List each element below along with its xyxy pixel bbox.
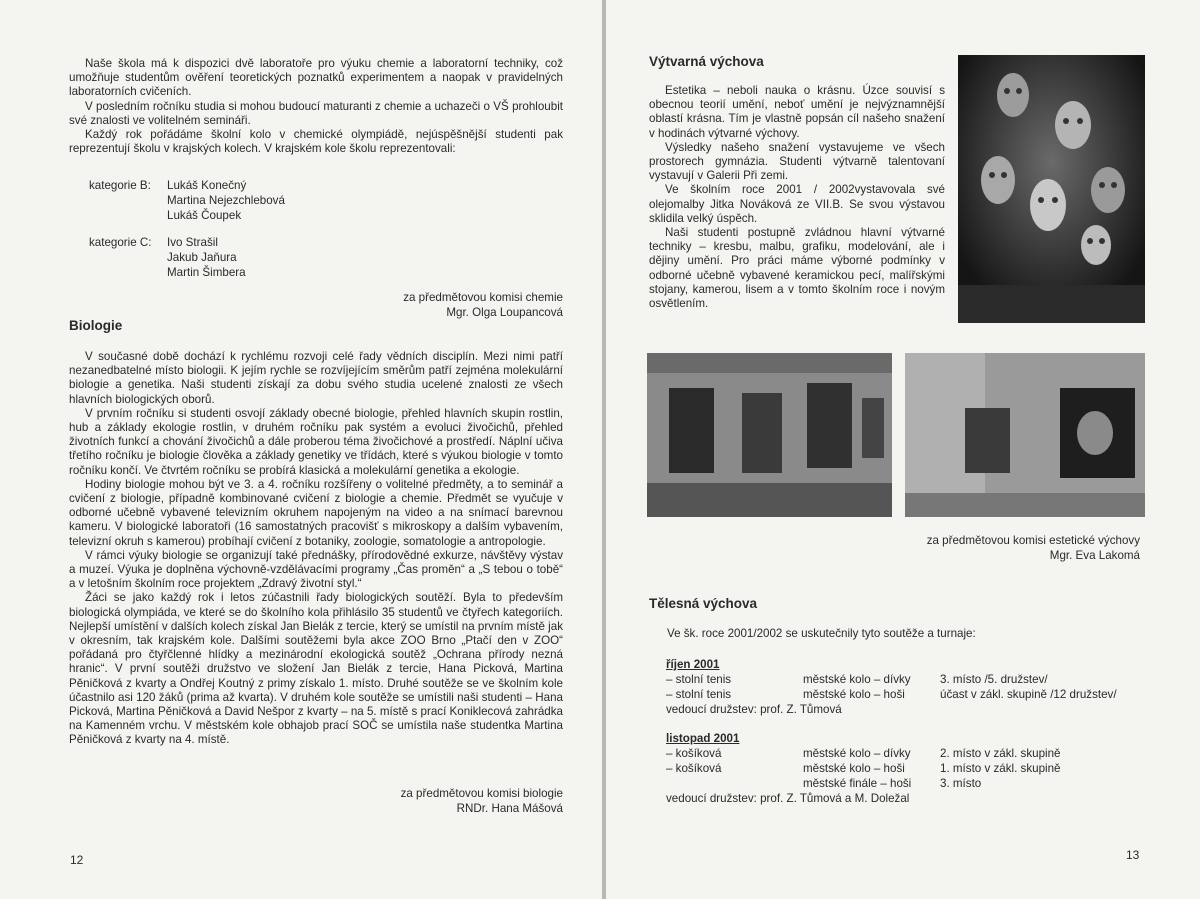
- art-paragraph-1: Estetika – neboli nauka o krásnu. Úzce souvisí s obecnou teorií umění, neboť umění je nejvýznamnější oblastí krásna. Tím je vlastně popsán cíl našeho snažení v hodinách výtvarné výchovy.: [649, 84, 945, 140]
- chem-sign-committee: za předmětovou komisi chemie: [403, 291, 563, 304]
- chem-paragraph-3: Každý rok pořádáme školní kolo v chemické olympiádě, nejúspěšnější studenti pak reprezentují školu v krajských kolech. V krajském kole školu reprezentovali:: [69, 128, 563, 156]
- round-cell: městské kolo – hoši: [803, 762, 905, 775]
- result-cell: 3. místo: [940, 777, 982, 790]
- category-c-name: Jakub Jaňura: [167, 251, 237, 264]
- sport-cell: – košíková: [666, 747, 722, 760]
- category-c-name: Martin Šimbera: [167, 266, 246, 279]
- biology-text: [69, 350, 563, 748]
- round-cell: městské finále – hoši: [803, 777, 912, 790]
- sport-cell: – stolní tenis: [666, 673, 732, 686]
- team-leader: vedoucí družstev: prof. Z. Tůmová a M. Doležal: [666, 792, 910, 805]
- category-b-name: Lukáš Konečný: [167, 179, 247, 192]
- month-label: listopad 2001: [666, 732, 740, 745]
- sport-cell: – košíková: [666, 762, 722, 775]
- category-c-label: kategorie C:: [89, 236, 152, 249]
- art-paragraph-2: Výsledky našeho snažení vystavujeme ve všech prostorech gymnázia. Studenti výtvarně talentovaní vystavují v Galerii Při zemi.: [649, 140, 945, 183]
- art-paragraph-4: Naši studenti postupně zvládnou hlavní výtvarné techniky – kresbu, malbu, grafiku, modelování, ale i dějiny umění. Pro práci máme výborné podmínky v odborné učebně vybavené keramickou pecí, malířskými stojany, kamerou, lisem a v tomto školním roce i novým osvětlením.: [649, 226, 945, 311]
- bio-paragraph-3: Hodiny biologie mohou být ve 3. a 4. ročníku rozšířeny o volitelné předměty, a to seminář a cvičení z biologie, případně kombinované cvičení z biologie a chemie. Předmět se vyučuje v odborné učebně vybavené televizním okruhem napojeným na video a na snímací barevnou kameru. V biologické laboratoři (16 samostatných pracovišť s mikroskopy a dalším vybavením, televizní okruh s kamerou) probíhají cvičení z botaniky, zoologie, somatologie a antropologie.: [69, 477, 563, 548]
- round-cell: městské kolo – dívky: [803, 747, 911, 760]
- right-page: [606, 0, 1200, 899]
- biology-heading: Biologie: [69, 318, 123, 333]
- result-cell: 2. místo v zákl. skupině: [940, 747, 1061, 760]
- art-sign-committee: za předmětovou komisi estetické výchovy: [926, 534, 1140, 547]
- month-label: říjen 2001: [666, 658, 720, 671]
- pe-heading: Tělesná výchova: [649, 596, 758, 611]
- art-text: [649, 84, 945, 311]
- category-b-name: Lukáš Čoupek: [167, 209, 242, 222]
- page-number-left: 12: [70, 853, 84, 867]
- chem-sign-name: Mgr. Olga Loupancová: [446, 306, 563, 319]
- result-cell: 3. místo /5. družstev/: [940, 673, 1048, 686]
- round-cell: městské kolo – dívky: [803, 673, 911, 686]
- art-sign-name: Mgr. Eva Lakomá: [1049, 549, 1140, 562]
- pe-october-block: [666, 657, 1186, 717]
- art-heading: Výtvarná výchova: [649, 54, 764, 69]
- bio-paragraph-2: V prvním ročníku si studenti osvojí základy obecné biologie, přehled hlavních skupin rostlin, hub a základy ekologie rostlin, v druhém ročníku pak systém a evoluci živočichů, přehled životních funkcí a chování živočichů a dále proberou téma živočichové a prostředí. Náplní učiva třetího ročníku je biologie člověka a základy genetiky ve třídách, které s výukou biologie v tomto ročníku končí. Ve čtvrtém ročníku se probírá klasická a molekulární genetika a ekologie.: [69, 406, 563, 477]
- pe-november-block: [666, 731, 1186, 806]
- bio-sign-committee: za předmětovou komisi biologie: [400, 787, 563, 800]
- masks-artwork-photo: [958, 55, 1145, 323]
- result-cell: účast v zákl. skupině /12 družstev/: [940, 688, 1117, 701]
- bio-paragraph-5: Žáci se jako každý rok i letos zúčastnili řady biologických soutěží. Byla to především biologická olympiáda, ve které se do školního kola přihlásilo 35 studentů ve čtyřech kategoriích. Nejlepší umístění v dalších kolech získal Jan Bielák z tercie, který se umístil na prvním místě jak v okresním, tak krajském kole. Dalšími soutěžemi byla akce ZOO Brno „Ptačí den v ZOO“ pořádaná pro čtyřčlenné hlídky a mezinárodní ekologická soutěž „Ochrana přírody nezná hranic“. V první soutěži družstvo ve složení Jan Bielák z tercie, Hana Picková, Martina Pěničková z kvarty a Ondřej Koutný z primy získalo 1. místo. Druhé soutěže se ve školním kole účastnilo asi 120 žáků (prima až kvarta). V druhém kole soutěže se umístili naši studenti – Hana Picková, Martina Pěničková a David Nešpor z kvarty – na 5. místě s prací Koniklecová zahrádka na Kamenném vrchu. V městském kole obhajob prací SOČ se umístila naše studentka Martina Pěničková z kvarty na 4. místě.: [69, 591, 563, 747]
- chem-paragraph-1: Naše škola má k dispozici dvě laboratoře pro výuku chemie a laboratorní techniky, což umožňuje studentům ověření teoretických poznatků experimentem a naopak v pravidelných laboratorních cvičeních.: [69, 57, 563, 99]
- biology-signature: [401, 786, 563, 816]
- category-c-name: Ivo Strašil: [167, 236, 218, 249]
- category-b-label: kategorie B:: [89, 179, 151, 192]
- chemistry-signature: [403, 290, 563, 320]
- exhibition-photo-1: [647, 353, 892, 517]
- pe-intro: Ve šk. roce 2001/2002 se uskutečnily tyto soutěže a turnaje:: [667, 627, 976, 640]
- bio-paragraph-1: V současné době dochází k rychlému rozvoji celé řady vědních disciplín. Mezi nimi patří nezanedbatelné místo biologii. K jejím rychle se rozvíjejícím směrům patří zejména molekulární biologie a genetika. Naši studenti získají za dobu svého studia ucelené znalosti ze všech hlavních biologických oborů.: [69, 350, 563, 406]
- bio-sign-name: RNDr. Hana Mášová: [456, 802, 563, 815]
- sport-cell: – stolní tenis: [666, 688, 732, 701]
- exhibition-photo-2: [905, 353, 1145, 517]
- chemistry-intro: [69, 57, 563, 156]
- result-cell: 1. místo v zákl. skupině: [940, 762, 1061, 775]
- team-leader: vedoucí družstev: prof. Z. Tůmová: [666, 703, 842, 716]
- chem-paragraph-2: V posledním ročníku studia si mohou budoucí maturanti z chemie a uchazeči o VŠ prohloubit své znalosti ve volitelném semináři.: [69, 99, 563, 127]
- page-number-right: 13: [1126, 848, 1140, 862]
- bio-paragraph-4: V rámci výuky biologie se organizují také přednášky, přírodovědné exkurze, návštěvy výstav a muzeí. Výuka je doplněna výchovně-vzdělávacími programy „Čas proměn“ a „S tebou o tobě“ a v letošním školním roce projektem „Zdravý životní styl.“: [69, 548, 563, 591]
- round-cell: městské kolo – hoši: [803, 688, 905, 701]
- art-paragraph-3: Ve školním roce 2001 / 2002vystavovala své olejomalby Jitka Nováková ze VII.B. Se svou výstavou sklidila velký úspěch.: [649, 183, 945, 225]
- art-signature: [927, 533, 1140, 563]
- category-b-name: Martina Nejezchlebová: [167, 194, 285, 207]
